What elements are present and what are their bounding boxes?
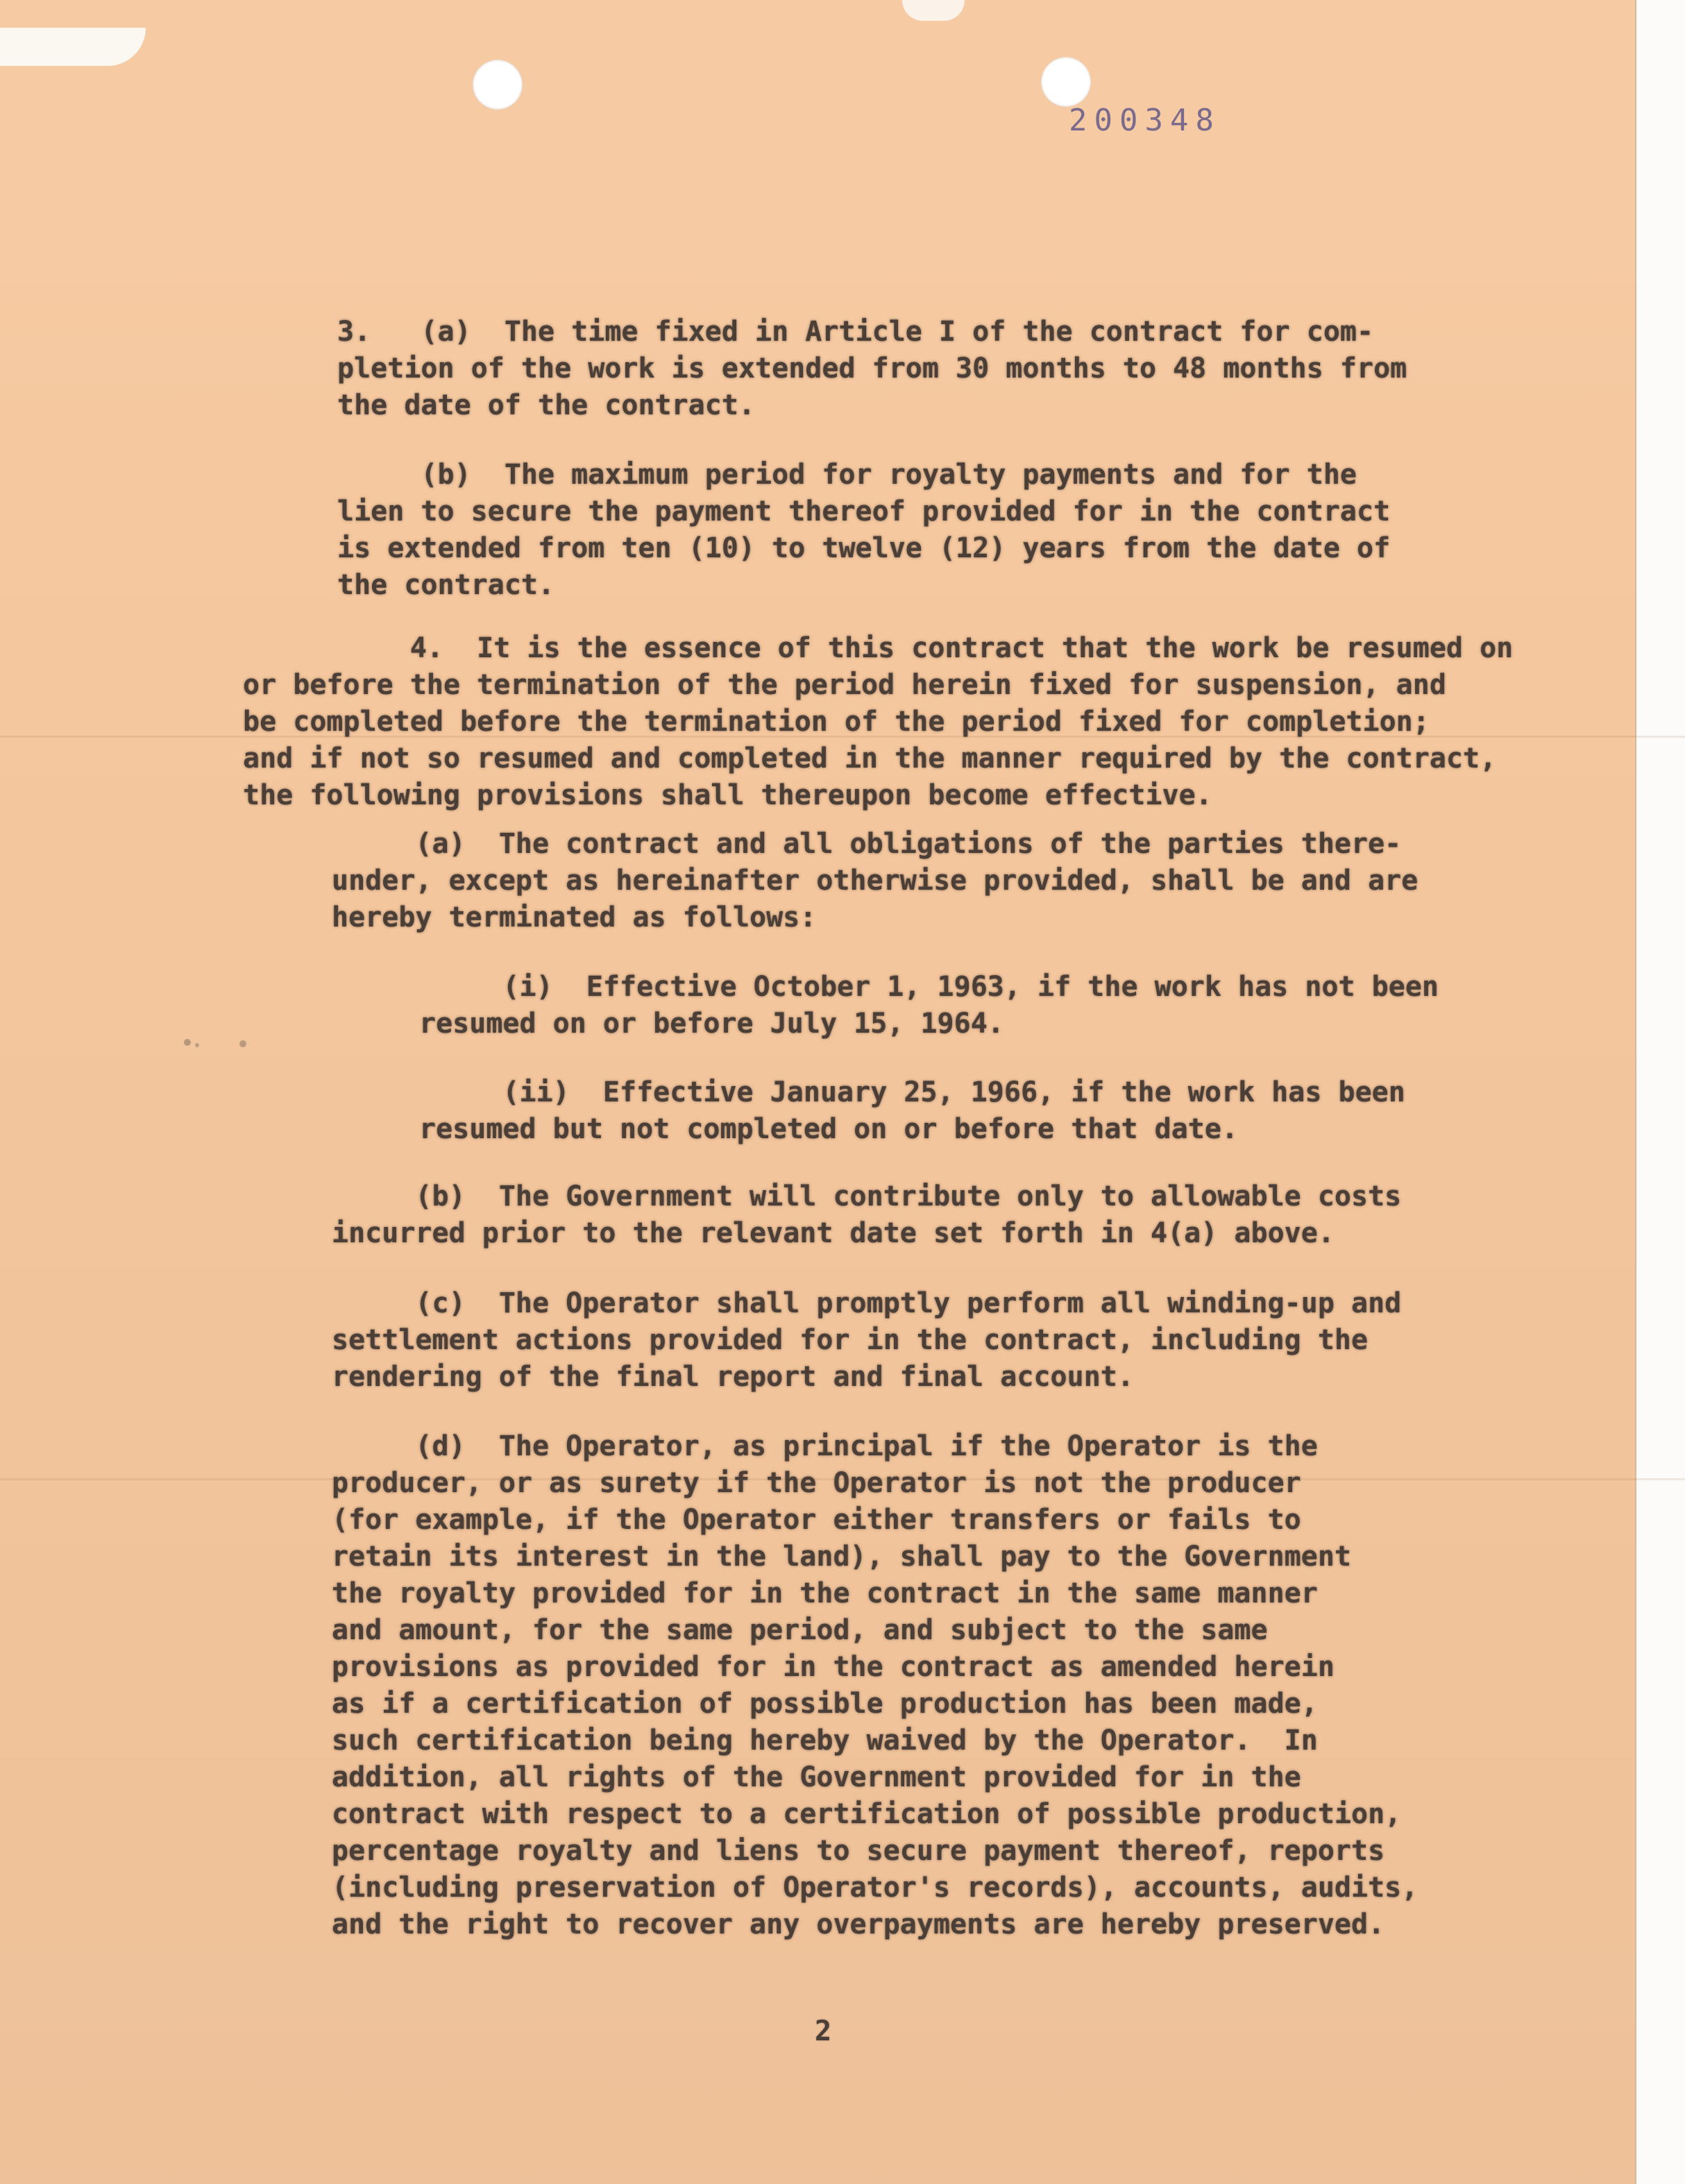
paragraph-4a-ii: (ii) Effective January 25, 1966, if the work has been resumed but not completed on or before that date. bbox=[419, 1076, 1405, 1145]
ink-smudge bbox=[178, 1033, 254, 1053]
torn-corner bbox=[0, 28, 146, 66]
paragraph-4: 4. It is the essence of this contract that the work be resumed on or before the termination of the period herein fixed for suspension, and be completed before the termination of the period fixed for completion; and if not so resumed and completed in the manner required by the contract, the following provisions shall thereupon become effective. bbox=[243, 632, 1514, 811]
paragraph-3a: 3. (a) The time fixed in Article I of the contract for com- pletion of the work is extended from 30 months to 48 months from the date of the contract. bbox=[337, 316, 1407, 421]
paragraph-4a: (a) The contract and all obligations of the parties there- under, except as hereinafter otherwise provided, shall be and are hereby terminated as follows: bbox=[332, 828, 1419, 933]
punch-hole-left bbox=[473, 60, 523, 110]
page-right-edge bbox=[1635, 0, 1685, 2184]
document-stamp-number: 200348 bbox=[1069, 103, 1221, 138]
punch-hole-right bbox=[1041, 57, 1091, 107]
torn-top-edge bbox=[902, 0, 965, 21]
paragraph-3b: (b) The maximum period for royalty payments and for the lien to secure the payment thereof provided for in the contract is extended from ten (10) to twelve (12) years from the date of the contract. bbox=[337, 459, 1391, 601]
page-number: 2 bbox=[814, 2015, 832, 2047]
paragraph-4c: (c) The Operator shall promptly perform all winding-up and settlement actions provided for in the contract, including the rendering of the final report and final account. bbox=[332, 1287, 1402, 1393]
paragraph-4d: (d) The Operator, as principal if the Operator is the producer, or as surety if the Operator is not the producer (for example, if the Operator either transfers or fails to retain its interest in the land), shall pay to the Government the royalty provided for in the contract in the same manner and amount, for the same period, and subject to the same provisions as provided for in the contract as amended herein as if a certification of possible production has been made, such certification being hereby waived by the Operator. In addition, all rights of the Government provided for in the contract with respect to a certification of possible production, percentage royalty and liens to secure payment thereof, reports (including preservation of Operator's records), accounts, audits, and the right to recover any overpayments are hereby preserved. bbox=[332, 1430, 1419, 1940]
paragraph-4a-i: (i) Effective October 1, 1963, if the work has not been resumed on or before July 15, 1964. bbox=[419, 971, 1439, 1040]
paragraph-4b: (b) The Government will contribute only to allowable costs incurred prior to the relevant date set forth in 4(a) above. bbox=[332, 1180, 1402, 1249]
